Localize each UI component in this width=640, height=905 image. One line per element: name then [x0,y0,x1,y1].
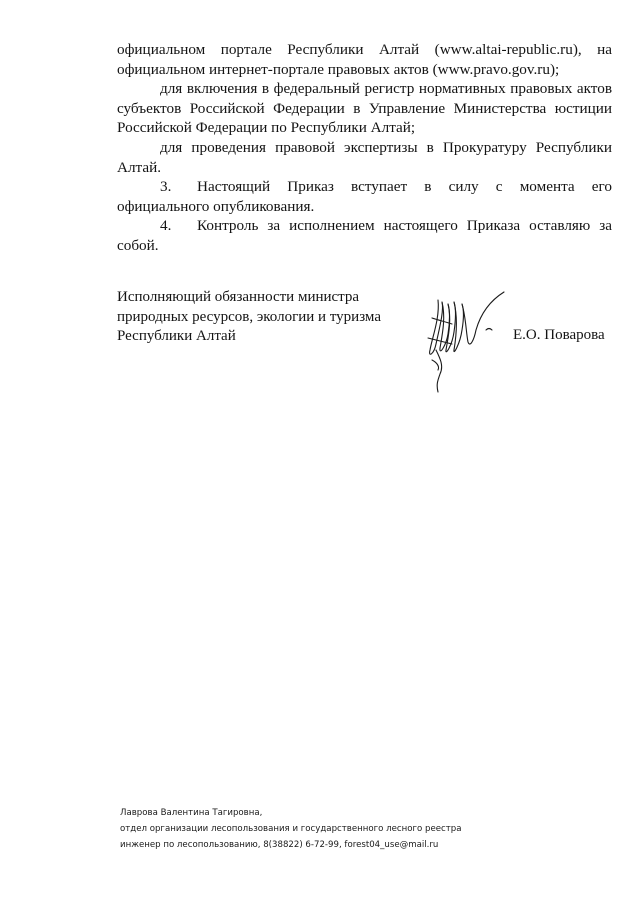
executor-department: отдел организации лесопользования и государственного лесного реестра [120,824,462,834]
item-text: Настоящий Приказ вступает в силу с момента его официального опубликования. [117,178,612,215]
executor-contacts: инженер по лесопользованию, 8(38822) 6-72-99, forest04_use@mail.ru [120,840,439,850]
signatory-title [117,288,387,347]
paragraph-federal-register: для включения в федеральный регистр нормативных правовых актов субъектов Российской Федерации в Управление Министерства юстиции Российской Федерации по Республики Алтай; [117,80,612,137]
executor-name: Лаврова Валентина Тагировна, [120,808,263,818]
paragraph-publication-portals: официальном портале Республики Алтай (www.altai-republic.ru), на официальном интернет-портале правовых актов (www.pravo.gov.ru); [117,41,612,78]
signatory-title-line: природных ресурсов, экологии и туризма [117,308,381,325]
numbered-item-3 [117,177,612,216]
handwritten-signature-icon [418,288,518,398]
item-text: Контроль за исполнением настоящего Приказа оставляю за собой. [117,217,612,254]
numbered-item-4 [117,216,612,255]
item-number: 3. [160,178,172,196]
paragraph-legal-expertise: для проведения правовой экспертизы в Прокуратуру Республики Алтай. [117,138,612,176]
document-body [117,40,612,256]
executor-info [120,805,461,853]
signatory-title-line: Республики Алтай [117,328,236,344]
item-number: 4. [160,217,172,235]
signatory-title-line: Исполняющий обязанности министра [117,289,360,305]
signer-name: Е.О. Поварова [513,327,605,343]
